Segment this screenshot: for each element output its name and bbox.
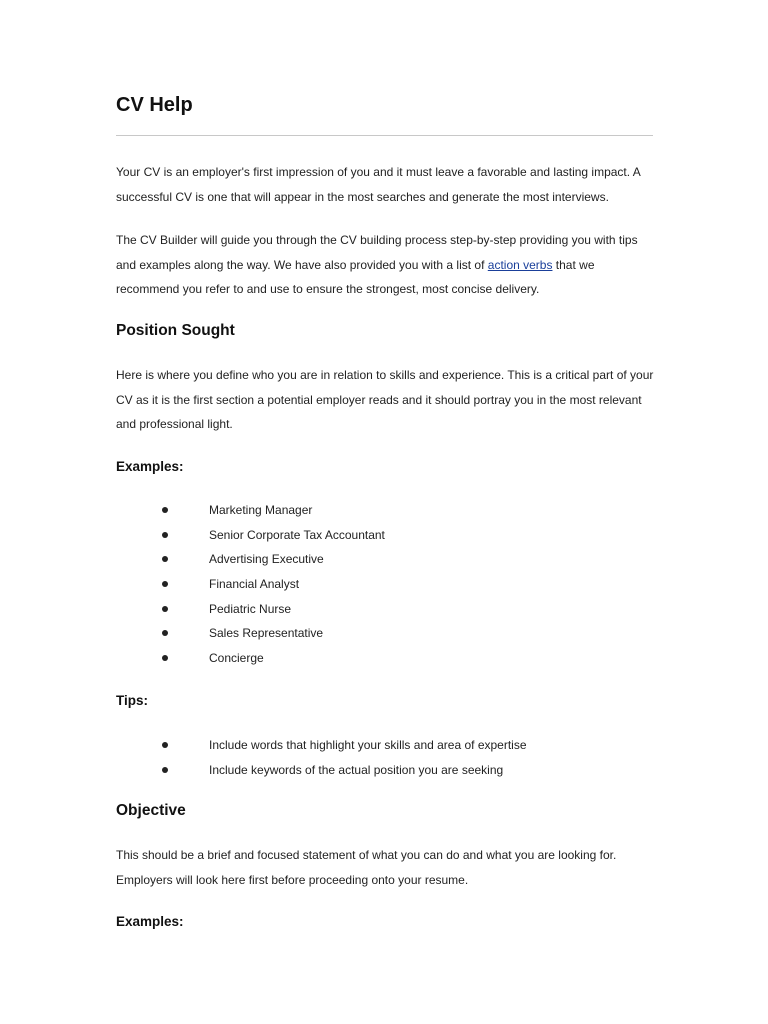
tips-heading: Tips: (116, 693, 149, 708)
bullet-icon (162, 556, 168, 562)
tips-list (116, 733, 656, 782)
bullet-icon (162, 655, 168, 661)
objective-heading: Objective (116, 802, 186, 819)
objective-examples-heading: Examples: (116, 914, 184, 929)
bullet-icon (162, 507, 168, 513)
list-item: Financial Analyst (116, 572, 656, 597)
bullet-icon (162, 606, 168, 612)
intro-paragraph-2-text-after: that we recommend you refer to and use to ensure the strongest, most concise delivery. (116, 257, 595, 296)
objective-description: This should be a brief and focused statement of what you can do and what you are looking for. Employers will look here first before proceeding onto your resume. (116, 848, 617, 887)
list-item: Pediatric Nurse (116, 597, 656, 622)
list-item: Include keywords of the actual position you are seeking (116, 758, 656, 783)
position-sought-heading: Position Sought (116, 322, 235, 339)
intro-paragraph-1: Your CV is an employer's first impression of you and it must leave a favorable and lasting impact. A successful CV is one that will appear in the most searches and generate the most interviews. (116, 165, 641, 204)
bullet-icon (162, 532, 168, 538)
page-title: CV Help (116, 94, 193, 116)
bullet-icon (162, 630, 168, 636)
position-examples-list (116, 498, 656, 671)
position-sought-description: Here is where you define who you are in relation to skills and experience. This is a critical part of your CV as it is the first section a potential employer reads and it should portray you in the most relevant and professional light. (116, 368, 654, 431)
bullet-icon (162, 742, 168, 748)
intro-paragraph-2 (116, 228, 656, 302)
bullet-icon (162, 581, 168, 587)
list-item: Advertising Executive (116, 547, 656, 572)
list-item: Marketing Manager (116, 498, 656, 523)
title-divider (116, 135, 653, 136)
intro-paragraph-2-text-before: The CV Builder will guide you through the CV building process step-by-step providing you with tips and examples along the way. We have also provided you with a list of (116, 233, 638, 272)
action-verbs-link[interactable]: action verbs (487, 257, 553, 272)
list-item: Senior Corporate Tax Accountant (116, 523, 656, 548)
list-item: Include words that highlight your skills and area of expertise (116, 733, 656, 758)
list-item: Concierge (116, 646, 656, 671)
list-item: Sales Representative (116, 621, 656, 646)
bullet-icon (162, 767, 168, 773)
position-examples-heading: Examples: (116, 459, 184, 474)
